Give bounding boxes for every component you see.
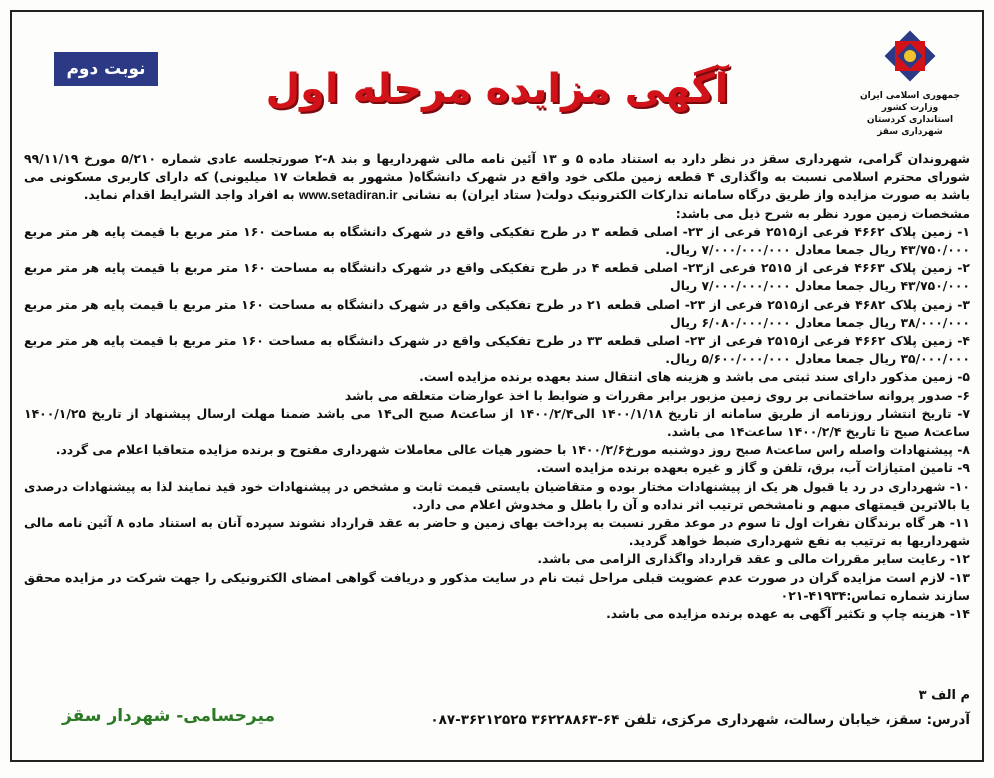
logo-line: استانداری کردستان [866,115,954,125]
address-line: آدرس: سقز، خیابان رسالت، شهرداری مرکزی، تلفن ۶۴-۳۶۲۲۸۸۶۳ ۳۶۲۱۲۵۲۵-۰۸۷ [430,712,970,728]
list-item: ۵- زمین مذکور دارای سند ثبتی می باشد و هزینه های انتقال سند بعهده برنده مزایده است. [419,369,970,385]
list-item: ۱۲- رعایت سایر مقررات مالی و عقد قرارداد واگذاری الزامی می باشد. [537,551,970,567]
website-link[interactable]: www.setadiran.ir [298,188,398,203]
spec-heading: مشخصات زمین مورد نظر به شرح ذیل می باشد: [675,205,970,221]
list-item: ۲- زمین پلاک ۴۶۶۳ فرعی از ۲۵۱۵ فرعی از۲۳- اصلی قطعه ۴ در طرح تفکیکی واقع در شهرک دانشگاه به مساحت ۱۶۰ متر مربع با قیمت پایه هر متر مربع ۴۳/۷۵۰/۰۰۰ ریال جمعا معادل ۷/۰۰۰/۰۰۰/۰۰۰ ریال [24,260,970,294]
list-item: ۳- زمین پلاک ۴۶۸۲ فرعی از۲۵۱۵ فرعی از ۲۳- اصلی قطعه ۲۱ در طرح تفکیکی واقع در شهرک دانشگاه به مساحت ۱۶۰ متر مربع با قیمت پایه هر متر مربع ۳۸/۰۰۰/۰۰۰ ریال جمعا معادل ۶/۰۸۰/۰۰۰/۰۰۰ ریال [24,296,970,330]
intro-text: شهروندان گرامی، شهرداری سقز در نظر دارد به استناد ماده ۵ و ۱۳ آئین نامه مالی شهرداریها و بند ۸-۲ صورتجلسه عادی شماره ۵/۲۱۰ مورخ ۹۹/۱۱/۱۹ شورای محترم اسلامی نسبت به واگذاری ۴ قطعه زمین ملکی خود واقع در شهرک دانشگاه( مشهور به قطعات ۱۷ میلیونی) که دارای کاربری مسکونی می باشد به صورت مزایده واز طریق درگاه سامانه تدارکات الکترونیک دولت( ستاد ایران) به نشانی [24,151,970,203]
intro-paragraph [24,150,970,205]
turn-badge: نوبت دوم [54,52,158,86]
notice-body [24,150,970,623]
list-item: ۸- پیشنهادات واصله راس ساعت۸ صبح روز دوشنبه مورخ۱۴۰۰/۲/۶ با حضور هیات عالی معاملات شهرداری مفتوح و برنده مزایده متعاقبا اعلام می گردد. [55,442,970,458]
list-item: ۷- تاریخ انتشار روزنامه از طریق سامانه از تاریخ ۱۴۰۰/۱/۱۸ الی۱۴۰۰/۲/۴ از ساعت۸ صبح الی۱۴ می باشد ضمنا مهلت ارسال پیشنهاد از تاریخ ۱۴۰۰/۱/۲۵ ساعت۸ صبح تا تاریخ ۱۴۰۰/۲/۴ ساعت۱۴ می باشد. [24,405,971,440]
notice-footer [24,688,970,748]
logo-line: شهرداری سقز [877,127,943,137]
list-item: ۴- زمین پلاک ۴۶۶۲ فرعی از۲۵۱۵ فرعی از ۲۳- اصلی قطعه ۳۳ در طرح تفکیکی واقع در شهرک دانشگاه به مساحت ۱۶۰ متر مربع با قیمت پایه هر متر مربع ۳۵/۰۰۰/۰۰۰ ریال جمعا معادل ۵/۶۰۰/۰۰۰/۰۰۰ ریال. [24,333,970,367]
list-item: ۱- زمین پلاک ۴۶۶۲ فرعی از۲۵۱۵ فرعی از ۲۳- اصلی قطعه ۳ در طرح تفکیکی واقع در شهرک دانشگاه به مساحت ۱۶۰ متر مربع با قیمت پایه هر متر مربع ۴۳/۷۵۰/۰۰۰ ریال جمعا معادل ۷/۰۰۰/۰۰۰/۰۰۰ ریال. [24,223,970,258]
list-item: ۱۴- هزینه چاپ و تکثیر آگهی به عهده برنده مزایده می باشد. [606,606,970,622]
list-item: ۱۳- لازم است مزایده گران در صورت عدم عضویت قبلی مراحل ثبت نام در سایت مذکور و دریافت گواهی امضای الکترونیکی را جهت شرکت در مزایده محقق سازند شماره تماس:۴۱۹۳۴-۰۲۱ [24,569,970,603]
list-item: ۱۰- شهرداری در رد یا قبول هر یک از پیشنهادات مختار بوده و متقاضیان بایستی قیمت ثابت و مشخص در پیشنهادات خود قید نمایند لذا به پیشنهادات درصدی یا بالاترین قیمتهای مبهم و نامشخص ترتیب اثر نداده و آن را باطل و مخدوش اعلام می دارد. [24,478,970,512]
signature: میرحسامی- شهردار سقز [62,706,275,726]
intro-text-end: به افراد واجد الشرایط اقدام نماید. [83,187,295,203]
logo-line: جمهوری اسلامی ایران [859,91,961,101]
reference-code: م الف ۳ [918,688,970,703]
list-item: ۹- تامین امتیازات آب، برق، تلفن و گاز و غیره بعهده برنده مزایده است. [536,460,970,476]
notice-title: آگهی مزایده مرحله اول [265,66,729,112]
logo-line: وزارت کشور [881,103,939,113]
list-item: ۶- صدور پروانه ساختمانی بر روی زمین مزبور برابر مقررات و ضوابط با اخذ عوارضات متعلقه می باشد [344,387,970,403]
list-item: ۱۱- هر گاه برندگان نفرات اول تا سوم در موعد مقرر نسبت به پرداخت بهای زمین و حاضر به عقد قرارداد نشوند سپرده آنان به استناد ماده ۸ آئین نامه مالی شهرداریها به ترتیب به نفع شهرداری ضبط خواهد گردید. [24,515,970,549]
